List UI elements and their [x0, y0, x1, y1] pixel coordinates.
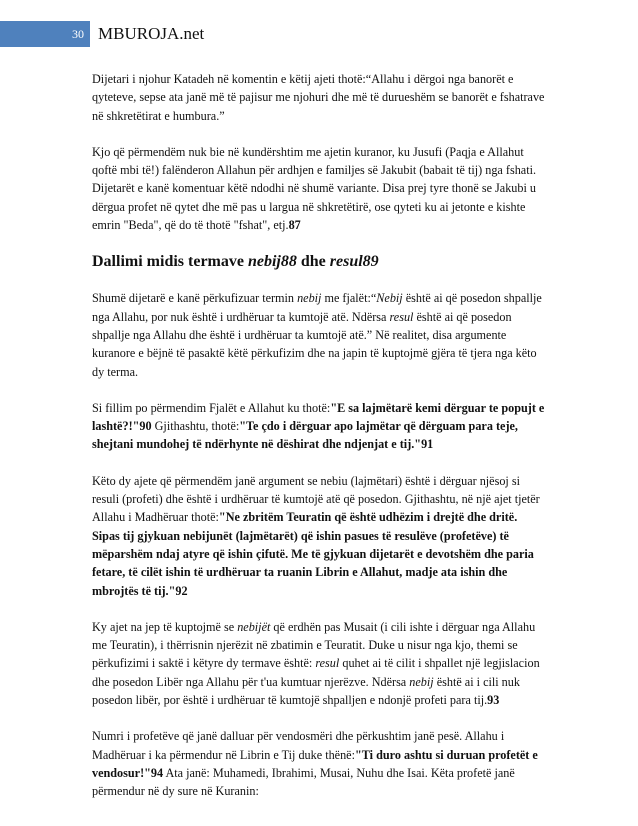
quote: "E sa lajmëtarë kemi dërguar te popujt e lashtë?!": [92, 400, 545, 434]
term: resul: [315, 656, 340, 671]
heading-text: dhe: [296, 253, 330, 271]
footnote-ref: 87: [288, 218, 301, 233]
page-number: 30: [0, 21, 90, 47]
paragraph-first-verses: [92, 399, 548, 454]
text: me fjalët:“: [321, 291, 377, 306]
footnote-ref: 92: [175, 583, 188, 598]
page-header: [0, 21, 638, 47]
paragraph-katadeh: [92, 70, 548, 125]
heading-text: Dallimi midis termave: [92, 253, 248, 271]
paragraph-jusufi: [92, 143, 548, 234]
text: është ai i cili nuk posedon libër, por është i urdhëruar të kumtojë shpalljen e ndonjë profeti para tij.: [92, 674, 520, 708]
footnote-ref: 88: [280, 253, 297, 271]
footnote-ref: 91: [421, 437, 434, 452]
text: Si fillim po përmendim Fjalët e Allahut ku thotë:: [92, 400, 331, 415]
text: Numri i profetëve që janë dalluar për vendosmëri dhe përkushtim janë pesë. Allahu i Madhëruar i ka përmendur në Librin e Tij duke thënë:: [92, 729, 505, 762]
section-heading: [92, 252, 548, 272]
text: Shumë dijetarë e kanë përkufizuar termin: [92, 291, 298, 306]
term: nebij: [297, 291, 322, 306]
term: nebijët: [237, 619, 271, 634]
paragraph-definition: [92, 289, 548, 380]
text: Ky ajet na jep të kuptojmë se: [92, 619, 238, 634]
footnote-ref: 94: [150, 765, 164, 780]
quote: "Ne zbritëm Teuratin që është udhëzim i drejtë dhe dritë. Sipas tij gjykuan nebijunët (lajmëtarët) që ishin pasues të resulëve (profetëve) të mëparshëm ndaj atyre që ishin çifutë. Me të gjykuan dijetarët e devotshëm dhe paria fetare, të cilët ishin të urdhëruar ta ruanin Librin e Allahut, madje ata ishin dhe mbrojtës të tij.": [92, 510, 534, 598]
text: që erdhën pas Musait (i cili ishte i dërguar nga Allahu me Teuratin), i thërrisnin njerëzit në zbatimin e Teuratit. Duke u nisur nga kjo, themi se përkufizimi i saktë i këtyre dy termave është:: [92, 619, 536, 671]
quote: "Ti duro ashtu si duruan profetët e vendosur!": [92, 747, 538, 780]
term: resul: [389, 309, 414, 324]
footnote-ref: 90: [139, 419, 152, 434]
site-title: MBUROJA.net: [98, 24, 205, 43]
text: është ai që posedon shpallje nga Allahu, por nuk është i urdhëruar ta kumtojë atë. Ndërsa: [92, 291, 542, 324]
heading-term-nebij: nebij: [247, 253, 281, 271]
paragraph-correct-definition: [92, 618, 548, 709]
text: Gjithashtu, thotë:: [151, 419, 240, 434]
text: quhet ai të cilit i shpallet një legjislacion dhe posedon Libër nga Allahu për t'ua kumtuar njerëzve. Ndërsa: [92, 656, 540, 689]
document-body: [92, 70, 548, 817]
text: Ata janë: Muhamedi, Ibrahimi, Musai, Nuhu dhe Isai. Këta profetë janë përmendur në dy sure në Kuranin:: [92, 765, 515, 799]
text: Këto dy ajete që përmendëm janë argument se nebiu (lajmëtari) është i dërguar njësoj si resuli (profeti) dhe është i urdhëruar të kumtojë atë që posedon. Gjithashtu, në një ajet tjetër Allahu i Madhëruar thotë:: [92, 473, 540, 525]
quote: "Te çdo i dërguar apo lajmëtar që dërguam para teje, shejtani mundohej të ndërhynte në dëshirat dhe ndjenjat e tij.": [92, 419, 518, 452]
paragraph-five-prophets: [92, 727, 548, 800]
paragraph-text: Dijetari i njohur Katadeh në komentin e këtij ajeti thotë:“Allahu i dërgoi nga banorët e qyteteve, sepse ata janë më të pajisur me njohuri dhe më të durueshëm se banorët e fshatrave në shkretëtirat e humbura.”: [92, 72, 545, 123]
text: është ai që posedon shpallje nga Allahu dhe është i urdhëruar ta kumtojë atë.” Në realitet, disa argumente kuranore e bëjnë të pasaktë këtë përkufizim dhe na japin të kuptojmë gjëra të tjera nga këto dy terma.: [92, 309, 537, 379]
paragraph-teurati: [92, 472, 548, 600]
footnote-ref: 89: [362, 253, 379, 271]
footnote-ref: 93: [487, 693, 500, 708]
paragraph-text: Kjo që përmendëm nuk bie në kundërshtim me ajetin kuranor, ku Jusufi (Paqja e Allahut qoftë mbi të!) falënderon Allahun për ardhjen e familjes së Jakubit (babait të tij) nga fshati. Dijetarët e kanë komentuar këtë ndodhi në shumë variante. Disa prej tyre thonë se Jakubi u dërgua profet në qytet dhe më pas u largua në shkretëtirë, ose qyteti ku ai jetonte e kishte emrin "Beda", që do të thotë "fshat", etj.: [92, 144, 537, 233]
heading-term-resul: resul: [329, 253, 363, 271]
term: Nebij: [376, 291, 403, 306]
term: nebij: [409, 674, 434, 689]
